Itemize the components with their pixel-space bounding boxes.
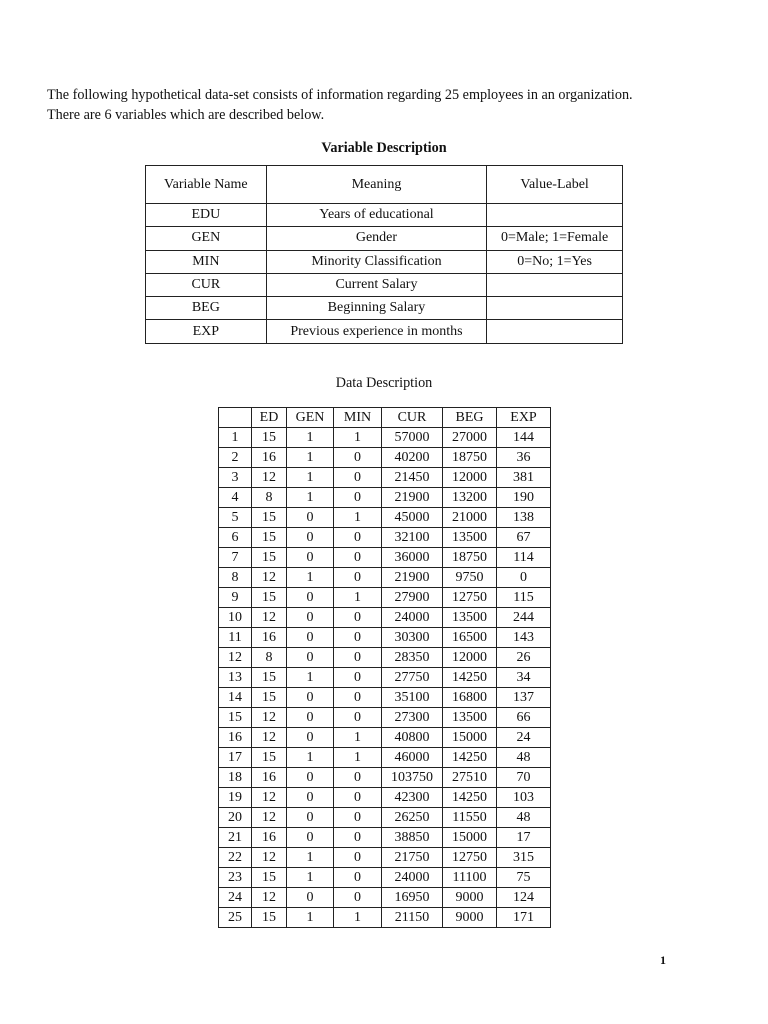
data-cell: 15000 (443, 828, 497, 848)
data-cell: 15 (252, 868, 287, 888)
data-cell: 26 (497, 648, 551, 668)
data-cell: 0 (334, 648, 382, 668)
row-index-cell: 2 (219, 448, 252, 468)
data-cell: 0 (334, 528, 382, 548)
data-cell: 16800 (443, 688, 497, 708)
data-cell: 0 (287, 808, 334, 828)
data-row (219, 888, 551, 908)
data-cell: 0 (334, 808, 382, 828)
header-variable-name: Variable Name (146, 166, 267, 204)
data-cell: 70 (497, 768, 551, 788)
data-cell: 0 (287, 548, 334, 568)
data-cell: 1 (287, 668, 334, 688)
variable-cell: Beginning Salary (266, 297, 487, 320)
data-cell: 1 (287, 488, 334, 508)
data-cell: 0 (334, 688, 382, 708)
data-row (219, 768, 551, 788)
data-cell: 0 (334, 468, 382, 488)
variable-description-title: Variable Description (321, 140, 447, 156)
data-cell: 34 (497, 668, 551, 688)
data-cell: 36000 (382, 548, 443, 568)
data-cell: 17 (497, 828, 551, 848)
row-index-cell: 23 (219, 868, 252, 888)
row-index-cell: 16 (219, 728, 252, 748)
data-cell: 0 (287, 888, 334, 908)
data-cell: 21000 (443, 508, 497, 528)
data-cell: 8 (252, 488, 287, 508)
header-meaning: Meaning (266, 166, 487, 204)
data-cell: 0 (287, 708, 334, 728)
data-cell: 124 (497, 888, 551, 908)
data-cell: 21900 (382, 568, 443, 588)
data-cell: 190 (497, 488, 551, 508)
data-header-cell: MIN (334, 408, 382, 428)
data-cell: 143 (497, 628, 551, 648)
variable-cell: EDU (146, 204, 267, 227)
data-cell: 57000 (382, 428, 443, 448)
data-cell: 45000 (382, 508, 443, 528)
data-cell: 0 (287, 628, 334, 648)
data-cell: 0 (287, 688, 334, 708)
data-cell: 1 (334, 908, 382, 928)
data-header-cell: EXP (497, 408, 551, 428)
data-row (219, 788, 551, 808)
data-cell: 0 (334, 708, 382, 728)
data-header-cell: ED (252, 408, 287, 428)
data-cell: 21150 (382, 908, 443, 928)
data-row (219, 848, 551, 868)
data-cell: 14250 (443, 788, 497, 808)
data-cell: 1 (287, 868, 334, 888)
variable-cell: BEG (146, 297, 267, 320)
data-cell: 11100 (443, 868, 497, 888)
data-cell: 0 (334, 828, 382, 848)
variable-cell: CUR (146, 273, 267, 296)
data-cell: 40200 (382, 448, 443, 468)
data-cell: 244 (497, 608, 551, 628)
data-cell: 16950 (382, 888, 443, 908)
data-cell: 0 (287, 588, 334, 608)
data-cell: 1 (287, 448, 334, 468)
data-cell: 35100 (382, 688, 443, 708)
variable-cell: MIN (146, 250, 267, 273)
variable-cell (487, 320, 623, 343)
variable-row (146, 227, 623, 250)
variable-cell (487, 273, 623, 296)
row-index-cell: 18 (219, 768, 252, 788)
data-cell: 114 (497, 548, 551, 568)
data-cell: 26250 (382, 808, 443, 828)
variable-cell: Previous experience in months (266, 320, 487, 343)
row-index-cell: 9 (219, 588, 252, 608)
data-cell: 14250 (443, 668, 497, 688)
row-index-cell: 5 (219, 508, 252, 528)
data-cell: 0 (334, 848, 382, 868)
data-cell: 1 (287, 908, 334, 928)
data-row (219, 728, 551, 748)
intro-paragraph (47, 86, 747, 125)
row-index-cell: 24 (219, 888, 252, 908)
row-index-cell: 22 (219, 848, 252, 868)
data-cell: 16 (252, 768, 287, 788)
data-cell: 12000 (443, 468, 497, 488)
data-cell: 21900 (382, 488, 443, 508)
variable-cell: Minority Classification (266, 250, 487, 273)
data-cell: 27750 (382, 668, 443, 688)
data-cell: 16 (252, 628, 287, 648)
data-row (219, 668, 551, 688)
intro-line-2: There are 6 variables which are described below. (47, 106, 325, 123)
data-cell: 0 (287, 728, 334, 748)
data-row (219, 868, 551, 888)
data-row (219, 648, 551, 668)
data-cell: 13500 (443, 708, 497, 728)
data-cell: 21750 (382, 848, 443, 868)
data-cell: 40800 (382, 728, 443, 748)
variable-description-table (145, 165, 623, 344)
header-value-label: Value-Label (487, 166, 623, 204)
data-cell: 15 (252, 428, 287, 448)
data-cell: 0 (334, 668, 382, 688)
data-cell: 16 (252, 448, 287, 468)
data-cell: 15 (252, 588, 287, 608)
data-cell: 12 (252, 808, 287, 828)
data-row (219, 708, 551, 728)
data-cell: 103 (497, 788, 551, 808)
data-cell: 9000 (443, 888, 497, 908)
data-cell: 0 (334, 568, 382, 588)
data-header-cell (219, 408, 252, 428)
data-cell: 48 (497, 808, 551, 828)
data-cell: 1 (334, 588, 382, 608)
data-cell: 27000 (443, 428, 497, 448)
data-cell: 9750 (443, 568, 497, 588)
data-cell: 38850 (382, 828, 443, 848)
row-index-cell: 19 (219, 788, 252, 808)
data-cell: 12000 (443, 648, 497, 668)
data-cell: 0 (334, 628, 382, 648)
data-cell: 14250 (443, 748, 497, 768)
data-cell: 28350 (382, 648, 443, 668)
data-cell: 12 (252, 728, 287, 748)
data-cell: 1 (287, 748, 334, 768)
data-cell: 1 (334, 428, 382, 448)
data-cell: 1 (287, 848, 334, 868)
row-index-cell: 4 (219, 488, 252, 508)
variable-cell: 0=Male; 1=Female (487, 227, 623, 250)
data-description-title: Data Description (335, 375, 433, 391)
data-cell: 13500 (443, 528, 497, 548)
data-cell: 24000 (382, 608, 443, 628)
row-index-cell: 11 (219, 628, 252, 648)
variable-cell (487, 204, 623, 227)
data-cell: 1 (334, 508, 382, 528)
data-row (219, 908, 551, 928)
data-cell: 8 (252, 648, 287, 668)
row-index-cell: 17 (219, 748, 252, 768)
data-cell: 15 (252, 748, 287, 768)
data-cell: 13500 (443, 608, 497, 628)
data-row (219, 488, 551, 508)
variable-cell: Gender (266, 227, 487, 250)
variable-cell: EXP (146, 320, 267, 343)
row-index-cell: 10 (219, 608, 252, 628)
data-cell: 381 (497, 468, 551, 488)
data-cell: 1 (334, 748, 382, 768)
variable-row (146, 320, 623, 343)
intro-line-1: The following hypothetical data-set consists of information regarding 25 employees in an organization. (47, 87, 633, 103)
data-cell: 67 (497, 528, 551, 548)
data-row (219, 568, 551, 588)
data-row (219, 528, 551, 548)
data-cell: 0 (334, 548, 382, 568)
data-cell: 315 (497, 848, 551, 868)
variable-cell: 0=No; 1=Yes (487, 250, 623, 273)
data-cell: 15 (252, 508, 287, 528)
data-cell: 0 (287, 828, 334, 848)
data-cell: 0 (287, 648, 334, 668)
data-cell: 137 (497, 688, 551, 708)
data-cell: 103750 (382, 768, 443, 788)
data-cell: 0 (334, 868, 382, 888)
data-cell: 27300 (382, 708, 443, 728)
data-cell: 0 (287, 768, 334, 788)
data-cell: 18750 (443, 448, 497, 468)
data-cell: 42300 (382, 788, 443, 808)
data-row (219, 628, 551, 648)
row-index-cell: 25 (219, 908, 252, 928)
row-index-cell: 15 (219, 708, 252, 728)
row-index-cell: 14 (219, 688, 252, 708)
row-index-cell: 21 (219, 828, 252, 848)
data-row (219, 608, 551, 628)
data-cell: 24 (497, 728, 551, 748)
data-row (219, 428, 551, 448)
data-table-header-row (219, 408, 551, 428)
variable-cell: Years of educational (266, 204, 487, 227)
variable-row (146, 297, 623, 320)
data-header-cell: GEN (287, 408, 334, 428)
data-cell: 12 (252, 848, 287, 868)
data-cell: 1 (287, 428, 334, 448)
data-cell: 1 (287, 568, 334, 588)
data-cell: 27510 (443, 768, 497, 788)
data-cell: 1 (334, 728, 382, 748)
data-cell: 12 (252, 708, 287, 728)
data-cell: 32100 (382, 528, 443, 548)
data-cell: 144 (497, 428, 551, 448)
data-cell: 0 (334, 608, 382, 628)
data-cell: 0 (497, 568, 551, 588)
data-cell: 12 (252, 468, 287, 488)
data-header-cell: BEG (443, 408, 497, 428)
data-cell: 0 (334, 768, 382, 788)
data-cell: 12 (252, 788, 287, 808)
variable-row (146, 250, 623, 273)
data-cell: 48 (497, 748, 551, 768)
data-cell: 16500 (443, 628, 497, 648)
row-index-cell: 8 (219, 568, 252, 588)
data-cell: 0 (287, 788, 334, 808)
data-row (219, 808, 551, 828)
data-cell: 16 (252, 828, 287, 848)
data-cell: 12 (252, 608, 287, 628)
data-cell: 36 (497, 448, 551, 468)
data-cell: 13200 (443, 488, 497, 508)
data-cell: 15 (252, 668, 287, 688)
data-cell: 0 (334, 888, 382, 908)
data-cell: 24000 (382, 868, 443, 888)
data-cell: 11550 (443, 808, 497, 828)
data-cell: 138 (497, 508, 551, 528)
data-cell: 0 (287, 528, 334, 548)
data-cell: 66 (497, 708, 551, 728)
data-cell: 0 (287, 508, 334, 528)
variable-cell (487, 297, 623, 320)
data-cell: 12 (252, 568, 287, 588)
data-cell: 15 (252, 688, 287, 708)
data-row (219, 448, 551, 468)
row-index-cell: 7 (219, 548, 252, 568)
data-cell: 75 (497, 868, 551, 888)
data-cell: 27900 (382, 588, 443, 608)
row-index-cell: 13 (219, 668, 252, 688)
data-cell: 46000 (382, 748, 443, 768)
data-cell: 18750 (443, 548, 497, 568)
data-cell: 15 (252, 908, 287, 928)
data-cell: 21450 (382, 468, 443, 488)
data-cell: 12750 (443, 588, 497, 608)
variable-row (146, 273, 623, 296)
variable-table-header-row (146, 166, 623, 204)
variable-cell: Current Salary (266, 273, 487, 296)
data-cell: 0 (334, 788, 382, 808)
variable-cell: GEN (146, 227, 267, 250)
page-number: 1 (660, 953, 666, 967)
data-cell: 12 (252, 888, 287, 908)
data-row (219, 828, 551, 848)
data-cell: 0 (334, 448, 382, 468)
row-index-cell: 3 (219, 468, 252, 488)
data-cell: 1 (287, 468, 334, 488)
data-cell: 15000 (443, 728, 497, 748)
data-cell: 12750 (443, 848, 497, 868)
data-cell: 15 (252, 528, 287, 548)
data-cell: 115 (497, 588, 551, 608)
data-cell: 9000 (443, 908, 497, 928)
data-row (219, 688, 551, 708)
data-row (219, 748, 551, 768)
row-index-cell: 12 (219, 648, 252, 668)
data-cell: 15 (252, 548, 287, 568)
row-index-cell: 20 (219, 808, 252, 828)
data-row (219, 588, 551, 608)
data-cell: 0 (287, 608, 334, 628)
data-row (219, 508, 551, 528)
data-description-table (218, 407, 551, 928)
data-row (219, 548, 551, 568)
data-cell: 30300 (382, 628, 443, 648)
data-row (219, 468, 551, 488)
row-index-cell: 1 (219, 428, 252, 448)
data-cell: 0 (334, 488, 382, 508)
data-header-cell: CUR (382, 408, 443, 428)
row-index-cell: 6 (219, 528, 252, 548)
data-cell: 171 (497, 908, 551, 928)
variable-row (146, 204, 623, 227)
